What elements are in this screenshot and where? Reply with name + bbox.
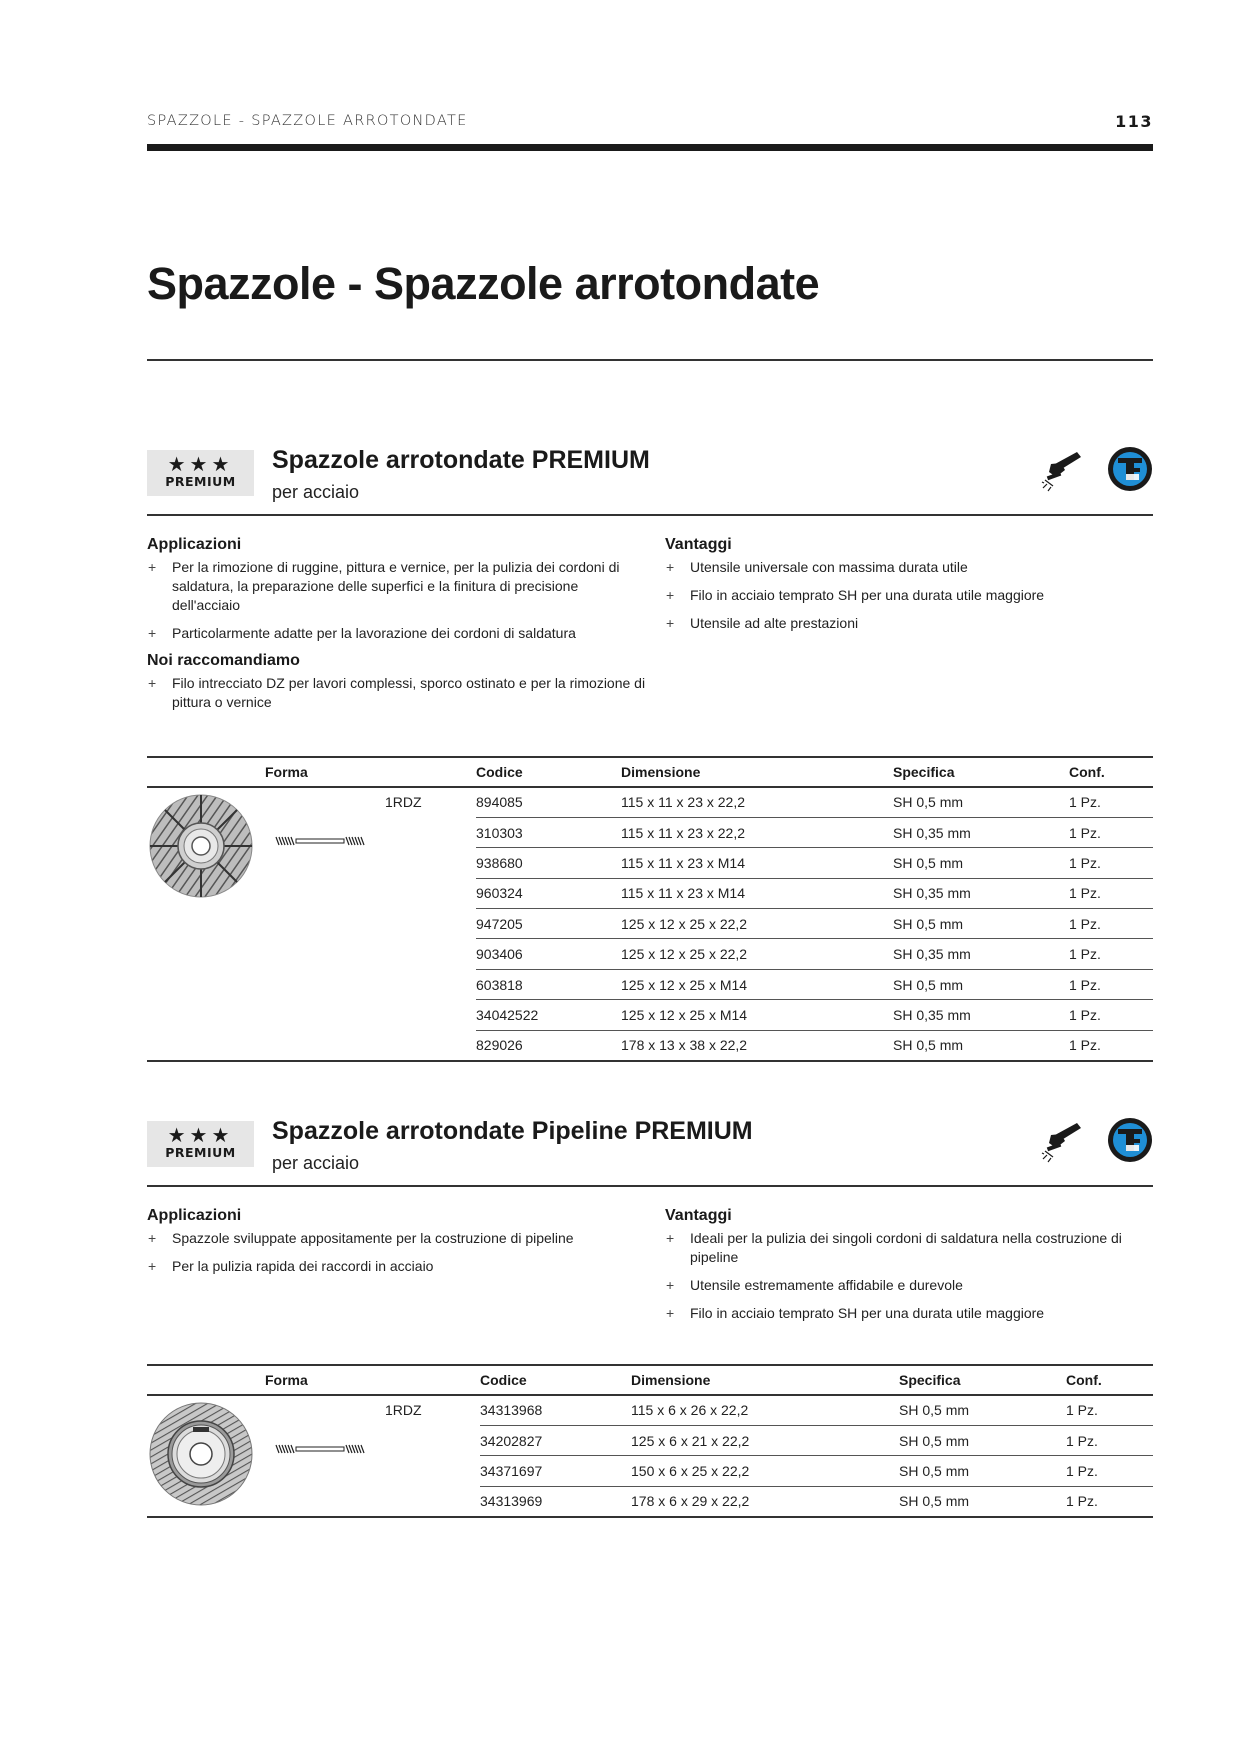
specifica-cell: SH 0,5 mm (899, 1395, 1066, 1425)
dimensione-cell: 125 x 12 x 25 x M14 (621, 1000, 893, 1030)
premium-badge (147, 1121, 254, 1167)
section-subtitle: per acciaio (272, 1153, 360, 1173)
vantaggi-heading: Vantaggi (665, 536, 732, 553)
col-header-conf: Conf. (1069, 757, 1153, 787)
brush-profile-icon (274, 1444, 367, 1454)
dimensione-cell: 115 x 11 x 23 x 22,2 (621, 787, 893, 817)
vantaggi-heading: Vantaggi (665, 1207, 732, 1224)
conf-cell: 1 Pz. (1066, 1456, 1153, 1486)
specifica-cell: SH 0,35 mm (893, 878, 1069, 908)
list-item: + Ideali per la pulizia dei singoli cordoni di saldatura nella costruzione di pipeline (666, 1230, 1122, 1265)
conf-cell: 1 Pz. (1069, 878, 1153, 908)
dimensione-cell: 125 x 12 x 25 x 22,2 (621, 909, 893, 939)
specifica-cell: SH 0,5 mm (893, 1030, 1069, 1060)
conf-cell: 1 Pz. (1069, 848, 1153, 878)
conf-cell: 1 Pz. (1066, 1395, 1153, 1425)
forma-cell (147, 1395, 480, 1517)
running-head (147, 113, 1153, 133)
twisted-wire-brush-image (149, 794, 253, 898)
section-rule (147, 514, 1153, 516)
dimensione-cell: 115 x 11 x 23 x M14 (621, 878, 893, 908)
dimensione-cell: 115 x 11 x 23 x 22,2 (621, 817, 893, 847)
specifica-cell: SH 0,35 mm (893, 817, 1069, 847)
dimensione-cell: 178 x 13 x 38 x 22,2 (621, 1030, 893, 1060)
plus-icon: + (148, 559, 157, 575)
specifica-cell: SH 0,35 mm (893, 939, 1069, 969)
codice-cell: 34313968 (480, 1395, 631, 1425)
col-header-dimensione: Dimensione (621, 757, 893, 787)
specifica-cell: SH 0,35 mm (893, 1000, 1069, 1030)
codice-cell: 34371697 (480, 1456, 631, 1486)
specifica-cell: SH 0,5 mm (899, 1456, 1066, 1486)
codice-cell: 34042522 (476, 1000, 621, 1030)
specifica-cell: SH 0,5 mm (893, 787, 1069, 817)
plus-icon: + (148, 1230, 157, 1246)
codice-cell: 34313969 (480, 1486, 631, 1516)
plus-icon: + (666, 1277, 675, 1293)
forma-code: 1RDZ (385, 794, 422, 810)
conf-cell: 1 Pz. (1069, 939, 1153, 969)
list-item: + Filo in acciaio temprato SH per una durata utile maggiore (666, 1305, 1045, 1321)
dimensione-cell: 115 x 11 x 23 x M14 (621, 848, 893, 878)
specifica-cell: SH 0,5 mm (899, 1486, 1066, 1516)
codice-cell: 310303 (476, 817, 621, 847)
codice-cell: 960324 (476, 878, 621, 908)
section-rule (147, 1185, 1153, 1187)
brand-logo-icon (1107, 446, 1153, 492)
specifica-cell: SH 0,5 mm (893, 909, 1069, 939)
col-header-codice: Codice (480, 1365, 631, 1395)
page-title: Spazzole - Spazzole arrotondate (147, 258, 820, 309)
plus-icon: + (666, 615, 675, 631)
conf-cell: 1 Pz. (1069, 1030, 1153, 1060)
col-header-specifica: Specifica (899, 1365, 1066, 1395)
conf-cell: 1 Pz. (1069, 909, 1153, 939)
dimensione-cell: 125 x 12 x 25 x 22,2 (621, 939, 893, 969)
section-title: Spazzole arrotondate Pipeline PREMIUM (272, 1117, 753, 1145)
specifica-cell: SH 0,5 mm (899, 1425, 1066, 1455)
dimensione-cell: 178 x 6 x 29 x 22,2 (631, 1486, 899, 1516)
table-header-row (147, 757, 1153, 787)
specifica-cell: SH 0,5 mm (893, 969, 1069, 999)
conf-cell: 1 Pz. (1066, 1425, 1153, 1455)
plus-icon: + (666, 587, 675, 603)
codice-cell: 894085 (476, 787, 621, 817)
list-item: + Filo in acciaio temprato SH per una durata utile maggiore (666, 587, 1045, 603)
vantaggi-block (665, 1207, 1153, 1332)
running-title: SPAZZOLE - SPAZZOLE ARROTONDATE (147, 113, 468, 129)
codice-cell: 829026 (476, 1030, 621, 1060)
angle-grinder-icon (1041, 1121, 1087, 1163)
star-rating-icon: ★★★ (167, 452, 234, 476)
dimensione-cell: 115 x 6 x 26 x 22,2 (631, 1395, 899, 1425)
badge-label: PREMIUM (165, 1145, 236, 1160)
plus-icon: + (666, 1230, 675, 1246)
list-item: + Utensile universale con massima durata utile (666, 559, 968, 575)
codice-cell: 903406 (476, 939, 621, 969)
list-item: + Particolarmente adatte per la lavorazione dei cordoni di saldatura (148, 625, 576, 641)
applicazioni-heading: Applicazioni (147, 1207, 242, 1224)
brand-logo-icon (1107, 1117, 1153, 1163)
conf-cell: 1 Pz. (1069, 1000, 1153, 1030)
list-item: + Per la pulizia rapida dei raccordi in acciaio (148, 1258, 434, 1274)
conf-cell: 1 Pz. (1069, 817, 1153, 847)
list-item: + Filo intrecciato DZ per lavori complessi, sporco ostinato e per la rimozione di pittura o vernice (148, 675, 646, 710)
dimensione-cell: 150 x 6 x 25 x 22,2 (631, 1456, 899, 1486)
badge-label: PREMIUM (165, 474, 236, 489)
brush-profile-icon (274, 836, 367, 846)
specifica-cell: SH 0,5 mm (893, 848, 1069, 878)
premium-badge (147, 450, 254, 496)
table-row (147, 787, 1153, 817)
section-subtitle: per acciaio (272, 482, 360, 502)
col-header-forma: Forma (147, 757, 476, 787)
codice-cell: 947205 (476, 909, 621, 939)
col-header-conf: Conf. (1066, 1365, 1153, 1395)
title-rule (147, 359, 1153, 361)
forma-code: 1RDZ (385, 1402, 422, 1418)
list-item: + Utensile estremamente affidabile e durevole (666, 1277, 963, 1293)
page-number: 113 (1115, 112, 1153, 131)
list-item: + Utensile ad alte prestazioni (666, 615, 859, 631)
conf-cell: 1 Pz. (1069, 969, 1153, 999)
col-header-specifica: Specifica (893, 757, 1069, 787)
conf-cell: 1 Pz. (1069, 787, 1153, 817)
list-item: + Per la rimozione di ruggine, pittura e vernice, per la pulizia dei cordoni di saldatura, la preparazione delle superfici e la finitura di precisione dell'acciaio (148, 559, 620, 613)
product-table (147, 756, 1153, 1062)
product-table (147, 1364, 1153, 1518)
table-header-row (147, 1365, 1153, 1395)
dimensione-cell: 125 x 6 x 21 x 22,2 (631, 1425, 899, 1455)
table-row (147, 1395, 1153, 1425)
header-rule (147, 144, 1153, 151)
col-header-dimensione: Dimensione (631, 1365, 899, 1395)
angle-grinder-icon (1041, 450, 1087, 492)
applicazioni-block (147, 536, 647, 721)
raccomandiamo-heading: Noi raccomandiamo (147, 652, 300, 669)
conf-cell: 1 Pz. (1066, 1486, 1153, 1516)
plus-icon: + (148, 625, 157, 641)
dimensione-cell: 125 x 12 x 25 x M14 (621, 969, 893, 999)
forma-cell (147, 787, 476, 1061)
star-rating-icon: ★★★ (167, 1123, 234, 1147)
codice-cell: 938680 (476, 848, 621, 878)
section-title: Spazzole arrotondate PREMIUM (272, 446, 650, 474)
codice-cell: 603818 (476, 969, 621, 999)
plus-icon: + (666, 1305, 675, 1321)
pipeline-wire-brush-image (149, 1402, 253, 1506)
applicazioni-heading: Applicazioni (147, 536, 242, 553)
list-item: + Spazzole sviluppate appositamente per la costruzione di pipeline (148, 1230, 574, 1246)
plus-icon: + (666, 559, 675, 575)
col-header-codice: Codice (476, 757, 621, 787)
vantaggi-block (665, 536, 1153, 642)
applicazioni-block (147, 1207, 647, 1285)
plus-icon: + (148, 1258, 157, 1274)
col-header-forma: Forma (147, 1365, 480, 1395)
codice-cell: 34202827 (480, 1425, 631, 1455)
plus-icon: + (148, 675, 157, 691)
